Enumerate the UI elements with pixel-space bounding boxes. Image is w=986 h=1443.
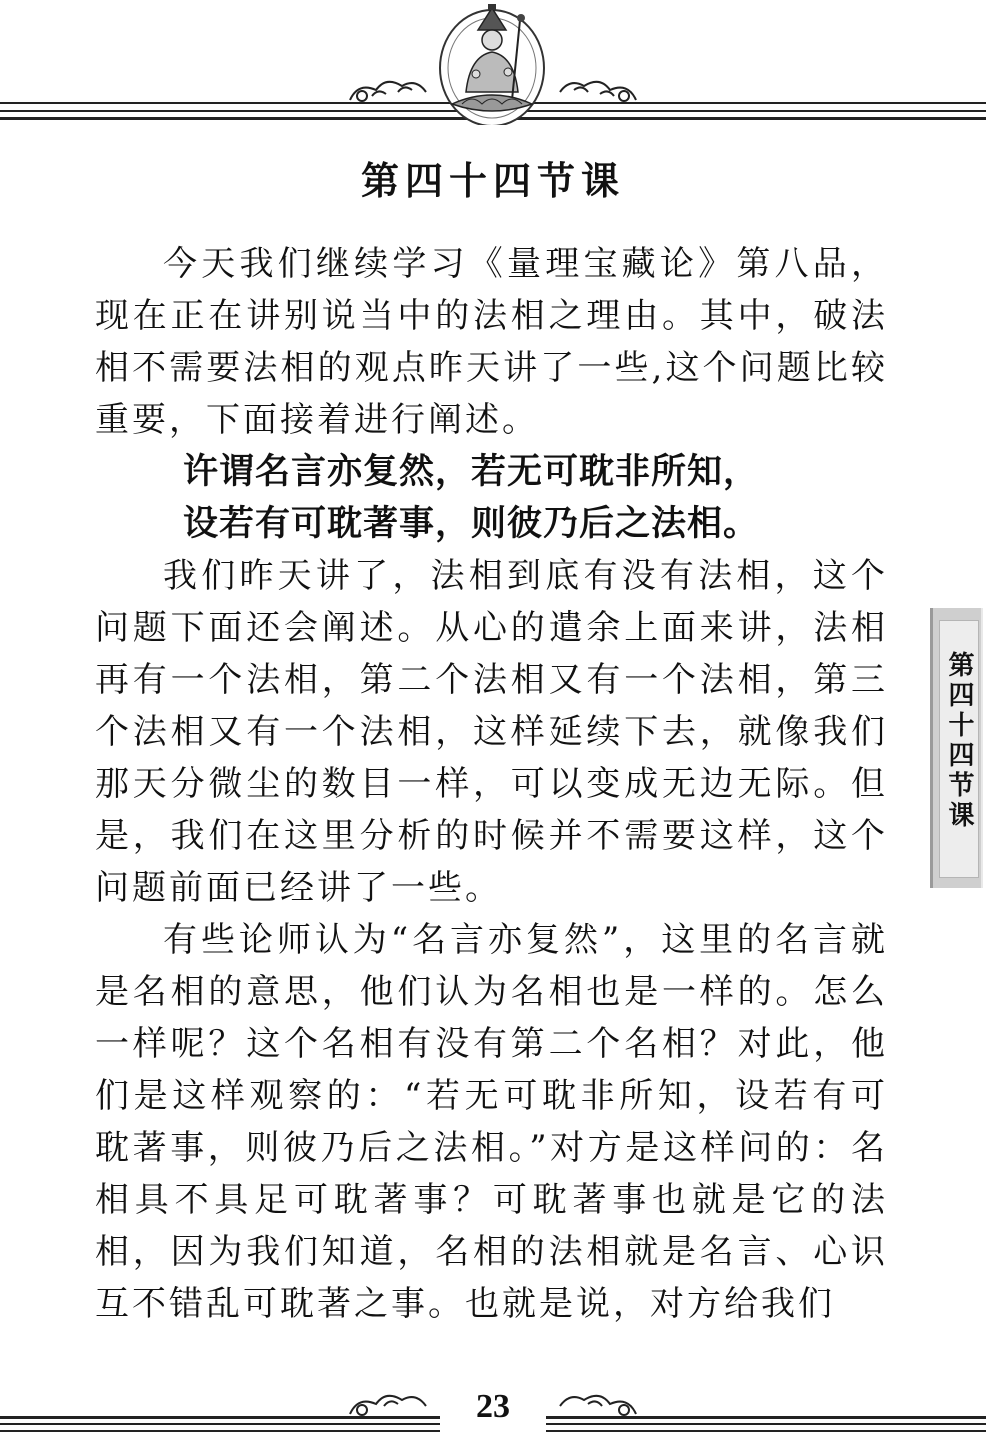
left-cloud-scroll-icon <box>350 82 426 101</box>
paragraph-commentary: 有些论师认为“名言亦复然”，这里的名言就是名相的意思，他们认为名相也是一样的。怎么一样呢？这个名相有没有第二个名相？对此，他们是这样观察的：“若无可耽非所知，设若有可耽著事，则彼乃后之法相。”对方是这样问的：名相具不具足可耽著事？可耽著事也就是它的法相，因为我们知道，名相的法相就是名言、心识互不错乱可耽著之事。也就是说，对方给我们 <box>95 920 888 1324</box>
verse-line-1: 许谓名言亦复然，若无可耽非所知， <box>183 452 760 492</box>
footer-left-cloud-icon <box>350 1396 426 1415</box>
deity-figure-icon <box>440 4 544 125</box>
right-cloud-scroll-icon <box>560 82 636 101</box>
page-number: 23 <box>476 1388 510 1425</box>
verse-line-2: 设若有可耽著事，则彼乃后之法相。 <box>183 504 760 544</box>
header-ornament <box>0 0 986 125</box>
paragraph-explanation: 我们昨天讲了，法相到底有没有法相，这个问题下面还会阐述。从心的遣余上面来讲，法相再有一个法相，第二个法相又有一个法相，第三个法相又有一个法相，这样延续下去，就像我们那天分微尘的数目一样，可以变成无边无际。但是，我们在这里分析的时候并不需要这样，这个问题前面已经讲了一些。 <box>95 556 888 908</box>
body-text <box>95 238 888 1330</box>
lesson-title: 第四十四节课 <box>360 158 625 203</box>
deity-emblem-icon <box>0 0 986 125</box>
paragraph-intro: 今天我们继续学习《量理宝藏论》第八品，现在正在讲别说当中的法相之理由。其中，破法相不需要法相的观点昨天讲了一些,这个问题比较重要，下面接着进行阐述。 <box>95 244 888 440</box>
chapter-side-tab-label: 第四十四节课 <box>944 651 974 831</box>
chapter-side-tab <box>930 608 983 888</box>
chapter-side-tab-panel <box>939 620 979 878</box>
footer-right-cloud-icon <box>560 1396 636 1415</box>
